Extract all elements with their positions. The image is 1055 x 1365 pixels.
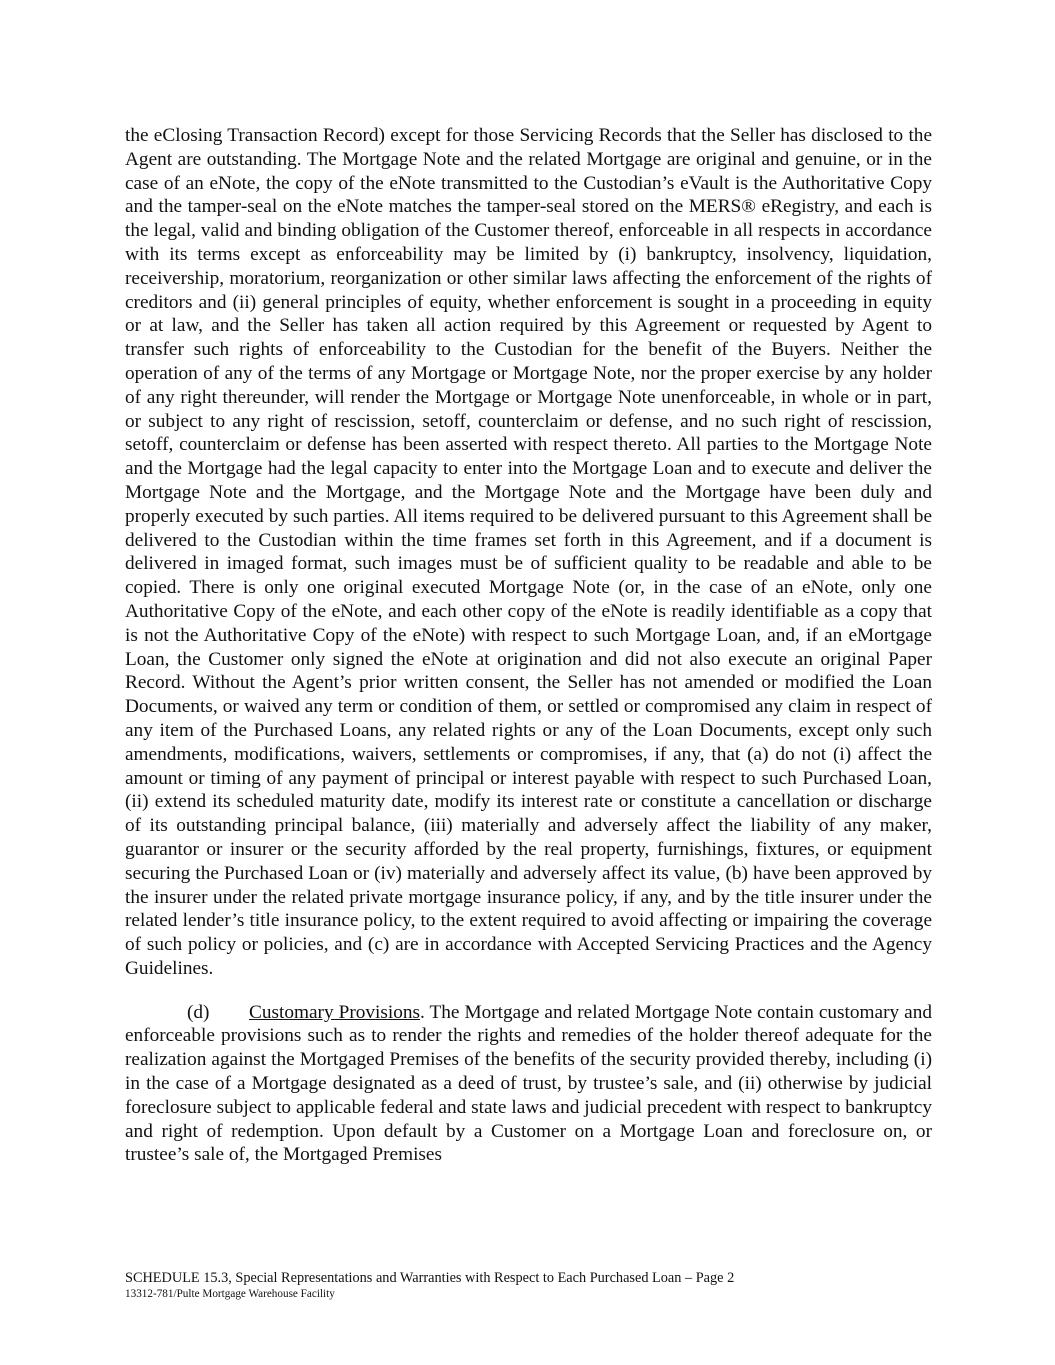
section-heading: Customary Provisions <box>249 1001 421 1023</box>
paragraph-continuation: the eClosing Transaction Record) except for those Servicing Records that the Seller has disclosed to the Agent are outstanding. The Mortgage Note and the related Mortgage are original and genuine, or in the case of an eNote, the copy of the eNote transmitted to the Custodian’s eVault is the Authoritative Copy and the tamper-seal on the eNote matches the tamper-seal stored on the MERS® eRegistry, and each is the legal, valid and binding obligation of the Customer thereof, enforceable in all respects in accordance with its terms except as enforceability may be limited by (i) bankruptcy, insolvency, liquidation, receivership, moratorium, reorganization or other similar laws affecting the enforcement of the rights of creditors and (ii) general principles of equity, whether enforcement is sought in a proceeding in equity or at law, and the Seller has taken all action required by this Agreement or requested by Agent to transfer such rights of enforceability to the Custodian for the benefit of the Buyers. Neither the operation of any of the terms of any Mortgage or Mortgage Note, nor the proper exercise by any holder of any right thereunder, will render the Mortgage or Mortgage Note unenforceable, in whole or in part, or subject to any right of rescission, setoff, counterclaim or defense, and no such right of rescission, setoff, counterclaim or defense has been asserted with respect thereto. All parties to the Mortgage Note and the Mortgage had the legal capacity to enter into the Mortgage Loan and to execute and deliver the Mortgage Note and the Mortgage, and the Mortgage Note and the Mortgage have been duly and properly executed by such parties. All items required to be delivered pursuant to this Agreement shall be delivered to the Custodian within the time frames set forth in this Agreement, and if a document is delivered in imaged format, such images must be of sufficient quality to be readable and able to be copied. There is only one original executed Mortgage Note (or, in the case of an eNote, only one Authoritative Copy of the eNote, and each other copy of the eNote is readily identifiable as a copy that is not the Authoritative Copy of the eNote) with respect to such Mortgage Loan, and, if an eMortgage Loan, the Customer only signed the eNote at origination and did not also execute an original Paper Record. Without the Agent’s prior written consent, the Seller has not amended or modified the Loan Documents, or waived any term or condition of them, or settled or compromised any claim in respect of any item of the Purchased Loans, any related rights or any of the Loan Documents, except only such amendments, modifications, waivers, settlements or compromises, if any, that (a) do not (i) affect the amount or timing of any payment of principal or interest payable with respect to such Purchased Loan, (ii) extend its scheduled maturity date, modify its interest rate or constitute a cancellation or discharge of its outstanding principal balance, (iii) materially and adversely affect the liability of any maker, guarantor or insurer or the security afforded by the real property, furnishings, fixtures, or equipment securing the Purchased Loan or (iv) materially and adversely affect its value, (b) have been approved by the insurer under the related private mortgage insurance policy, if any, and by the title insurer under the related lender’s title insurance policy, to the extent required to avoid affecting or impairing the coverage of such policy or policies, and (c) are in accordance with Accepted Servicing Practices and the Agency Guidelines. <box>125 125 932 979</box>
paragraph-text: The Mortgage and related Mortgage Note contain customary and enforceable provisions such as to render the rights and remedies of the holder thereof adequate for the realization against the Mortgaged Premises of the benefits of the security provided thereby, including (i) in the case of a Mortgage designated as a deed of trust, by trustee’s sale, and (ii) otherwise by judicial foreclosure subject to applicable federal and state laws and judicial precedent with respect to bankruptcy and right of redemption. Upon default by a Customer on a Mortgage Loan and foreclosure on, or trustee’s sale of, the Mortgaged Premises <box>125 1001 932 1166</box>
paragraph-label: (d) <box>187 1001 210 1023</box>
footer-document-id: 13312-781/Pulte Mortgage Warehouse Facility <box>125 1288 335 1300</box>
page-footer <box>125 1270 932 1301</box>
heading-period: . <box>420 1001 425 1023</box>
paragraph-customary-provisions <box>125 1001 932 1168</box>
footer-schedule-title: SCHEDULE 15.3, Special Representations and Warranties with Respect to Each Purchased Loan – Page 2 <box>125 1270 735 1286</box>
document-body <box>125 124 932 1167</box>
